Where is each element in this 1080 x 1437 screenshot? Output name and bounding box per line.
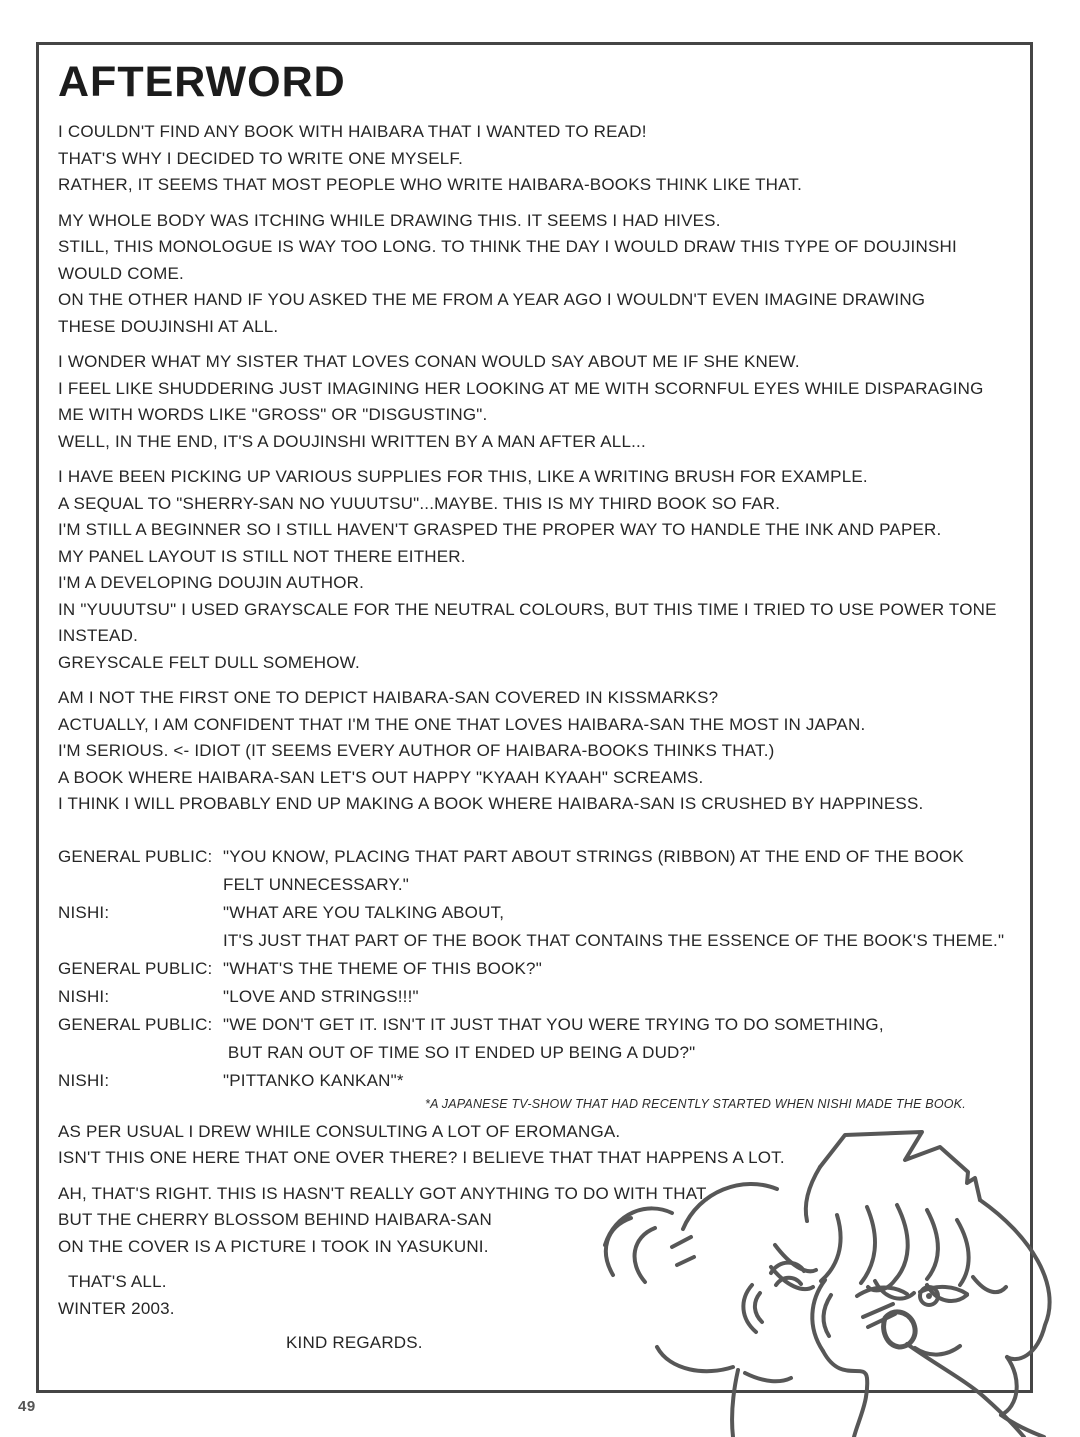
text-line: BUT THE CHERRY BLOSSOM BEHIND HAIBARA-SAN — [58, 1210, 492, 1229]
closing-regards: KIND REGARDS. — [286, 1333, 423, 1352]
text-line: WOULD COME. — [58, 263, 184, 283]
text-line: I WONDER WHAT MY SISTER THAT LOVES CONAN WOULD SAY ABOUT ME IF SHE KNEW. — [58, 352, 800, 371]
text-line: BUT RAN OUT OF TIME SO IT ENDED UP BEING A DUD?" — [223, 1042, 696, 1062]
text-line: AH, THAT'S RIGHT. THIS IS HASN'T REALLY GOT ANYTHING TO DO WITH THAT, — [58, 1183, 710, 1203]
text-line: MY PANEL LAYOUT IS STILL NOT THERE EITHER. — [58, 546, 466, 566]
text-line: A BOOK WHERE HAIBARA-SAN LET'S OUT HAPPY "KYAAH KYAAH" SCREAMS. — [58, 767, 704, 787]
text-line: "PITTANKO KANKAN"* — [223, 1070, 404, 1090]
paragraph — [58, 464, 1020, 676]
paragraph — [58, 349, 1020, 455]
dialogue-section — [58, 843, 1020, 1112]
dialogue-row — [58, 955, 1020, 983]
text-line: "WE DON'T GET IT. ISN'T IT JUST THAT YOU WERE TRYING TO DO SOMETHING, — [223, 1014, 884, 1034]
text-line: ME WITH WORDS LIKE "GROSS" OR "DISGUSTING". — [58, 405, 488, 424]
dialogue-lines — [223, 899, 1020, 955]
afterword-content — [39, 45, 1030, 1357]
closing-date: WINTER 2003. — [58, 1298, 175, 1318]
speaker-label: GENERAL PUBLIC: — [58, 1014, 213, 1034]
page-frame — [36, 42, 1033, 1393]
closing-block — [58, 1269, 1020, 1357]
text-line: THESE DOUJINSHI AT ALL. — [58, 316, 279, 336]
text-line: INSTEAD. — [58, 626, 139, 645]
paragraph — [58, 1119, 1020, 1172]
paragraph — [58, 208, 1020, 341]
text-line: IT'S JUST THAT PART OF THE BOOK THAT CONTAINS THE ESSENCE OF THE BOOK'S THEME." — [223, 930, 1005, 950]
text-line: RATHER, IT SEEMS THAT MOST PEOPLE WHO WRITE HAIBARA-BOOKS THINK LIKE THAT. — [58, 175, 803, 194]
text-line: I'M A DEVELOPING DOUJIN AUTHOR. — [58, 573, 365, 592]
text-line: STILL, THIS MONOLOGUE IS WAY TOO LONG. TO THINK THE DAY I WOULD DRAW THIS TYPE OF DOUJINSHI — [58, 237, 957, 256]
speaker-label: GENERAL PUBLIC: — [58, 846, 213, 866]
dialogue-lines — [223, 955, 1020, 983]
speaker-label: NISHI: — [58, 986, 110, 1006]
dialogue-lines — [223, 843, 1020, 899]
text-line: FELT UNNECESSARY." — [223, 874, 409, 894]
dialogue-lines — [223, 1067, 1020, 1095]
dialogue-row — [58, 1067, 1020, 1095]
text-line: ON THE COVER IS A PICTURE I TOOK IN YASUKUNI. — [58, 1236, 489, 1256]
text-line: IN "YUUUTSU" I USED GRAYSCALE FOR THE NEUTRAL COLOURS, BUT THIS TIME I TRIED TO USE POWER TONE — [58, 599, 997, 619]
page-title: AFTERWORD — [58, 58, 346, 106]
text-line: "WHAT ARE YOU TALKING ABOUT, — [223, 902, 505, 922]
dialogue-row — [58, 843, 1020, 899]
paragraph — [58, 685, 1020, 818]
dialogue-row — [58, 983, 1020, 1011]
speaker-label: GENERAL PUBLIC: — [58, 958, 213, 978]
body-text — [58, 119, 1020, 1357]
text-line: A SEQUAL TO "SHERRY-SAN NO YUUUTSU"...MAYBE. THIS IS MY THIRD BOOK SO FAR. — [58, 493, 781, 513]
paragraph — [58, 119, 1020, 199]
text-line: MY WHOLE BODY WAS ITCHING WHILE DRAWING THIS. IT SEEMS I HAD HIVES. — [58, 210, 721, 230]
text-line: I COULDN'T FIND ANY BOOK WITH HAIBARA THAT I WANTED TO READ! — [58, 122, 647, 141]
text-line: WELL, IN THE END, IT'S A DOUJINSHI WRITTEN BY A MAN AFTER ALL... — [58, 431, 646, 451]
text-line: "YOU KNOW, PLACING THAT PART ABOUT STRINGS (RIBBON) AT THE END OF THE BOOK — [223, 846, 964, 866]
text-line: AS PER USUAL I DREW WHILE CONSULTING A LOT OF EROMANGA. — [58, 1121, 621, 1141]
text-line: I'M SERIOUS. <- IDIOT (IT SEEMS EVERY AUTHOR OF HAIBARA-BOOKS THINKS THAT.) — [58, 741, 775, 760]
page-number: 49 — [18, 1398, 36, 1415]
text-line: I'M STILL A BEGINNER SO I STILL HAVEN'T GRASPED THE PROPER WAY TO HANDLE THE INK AND PAPER. — [58, 520, 942, 539]
text-line: I HAVE BEEN PICKING UP VARIOUS SUPPLIES FOR THIS, LIKE A WRITING BRUSH FOR EXAMPLE. — [58, 467, 868, 486]
dialogue-row — [58, 899, 1020, 955]
dialogue-lines — [223, 1011, 1020, 1067]
speaker-label: NISHI: — [58, 902, 110, 922]
paragraph — [58, 1181, 1020, 1261]
speaker-label: NISHI: — [58, 1070, 110, 1090]
text-line: AM I NOT THE FIRST ONE TO DEPICT HAIBARA-SAN COVERED IN KISSMARKS? — [58, 688, 719, 707]
text-line: I THINK I WILL PROBABLY END UP MAKING A BOOK WHERE HAIBARA-SAN IS CRUSHED BY HAPPINESS. — [58, 794, 924, 813]
closing-thats-all: THAT'S ALL. — [68, 1272, 167, 1291]
dialogue-lines — [223, 983, 1020, 1011]
text-line: GREYSCALE FELT DULL SOMEHOW. — [58, 652, 360, 672]
text-line: ACTUALLY, I AM CONFIDENT THAT I'M THE ONE THAT LOVES HAIBARA-SAN THE MOST IN JAPAN. — [58, 714, 866, 734]
text-line: I FEEL LIKE SHUDDERING JUST IMAGINING HER LOOKING AT ME WITH SCORNFUL EYES WHILE DISPARAGING — [58, 378, 984, 398]
text-line: ISN'T THIS ONE HERE THAT ONE OVER THERE? I BELIEVE THAT THAT HAPPENS A LOT. — [58, 1148, 785, 1167]
text-line: ON THE OTHER HAND IF YOU ASKED THE ME FROM A YEAR AGO I WOULDN'T EVEN IMAGINE DRAWING — [58, 290, 926, 309]
text-line: "WHAT'S THE THEME OF THIS BOOK?" — [223, 958, 542, 978]
dialogue-row — [58, 1011, 1020, 1067]
text-line: "LOVE AND STRINGS!!!" — [223, 986, 419, 1006]
text-line: THAT'S WHY I DECIDED TO WRITE ONE MYSELF. — [58, 148, 464, 168]
footnote: *A JAPANESE TV-SHOW THAT HAD RECENTLY STARTED WHEN NISHI MADE THE BOOK. — [425, 1096, 966, 1111]
